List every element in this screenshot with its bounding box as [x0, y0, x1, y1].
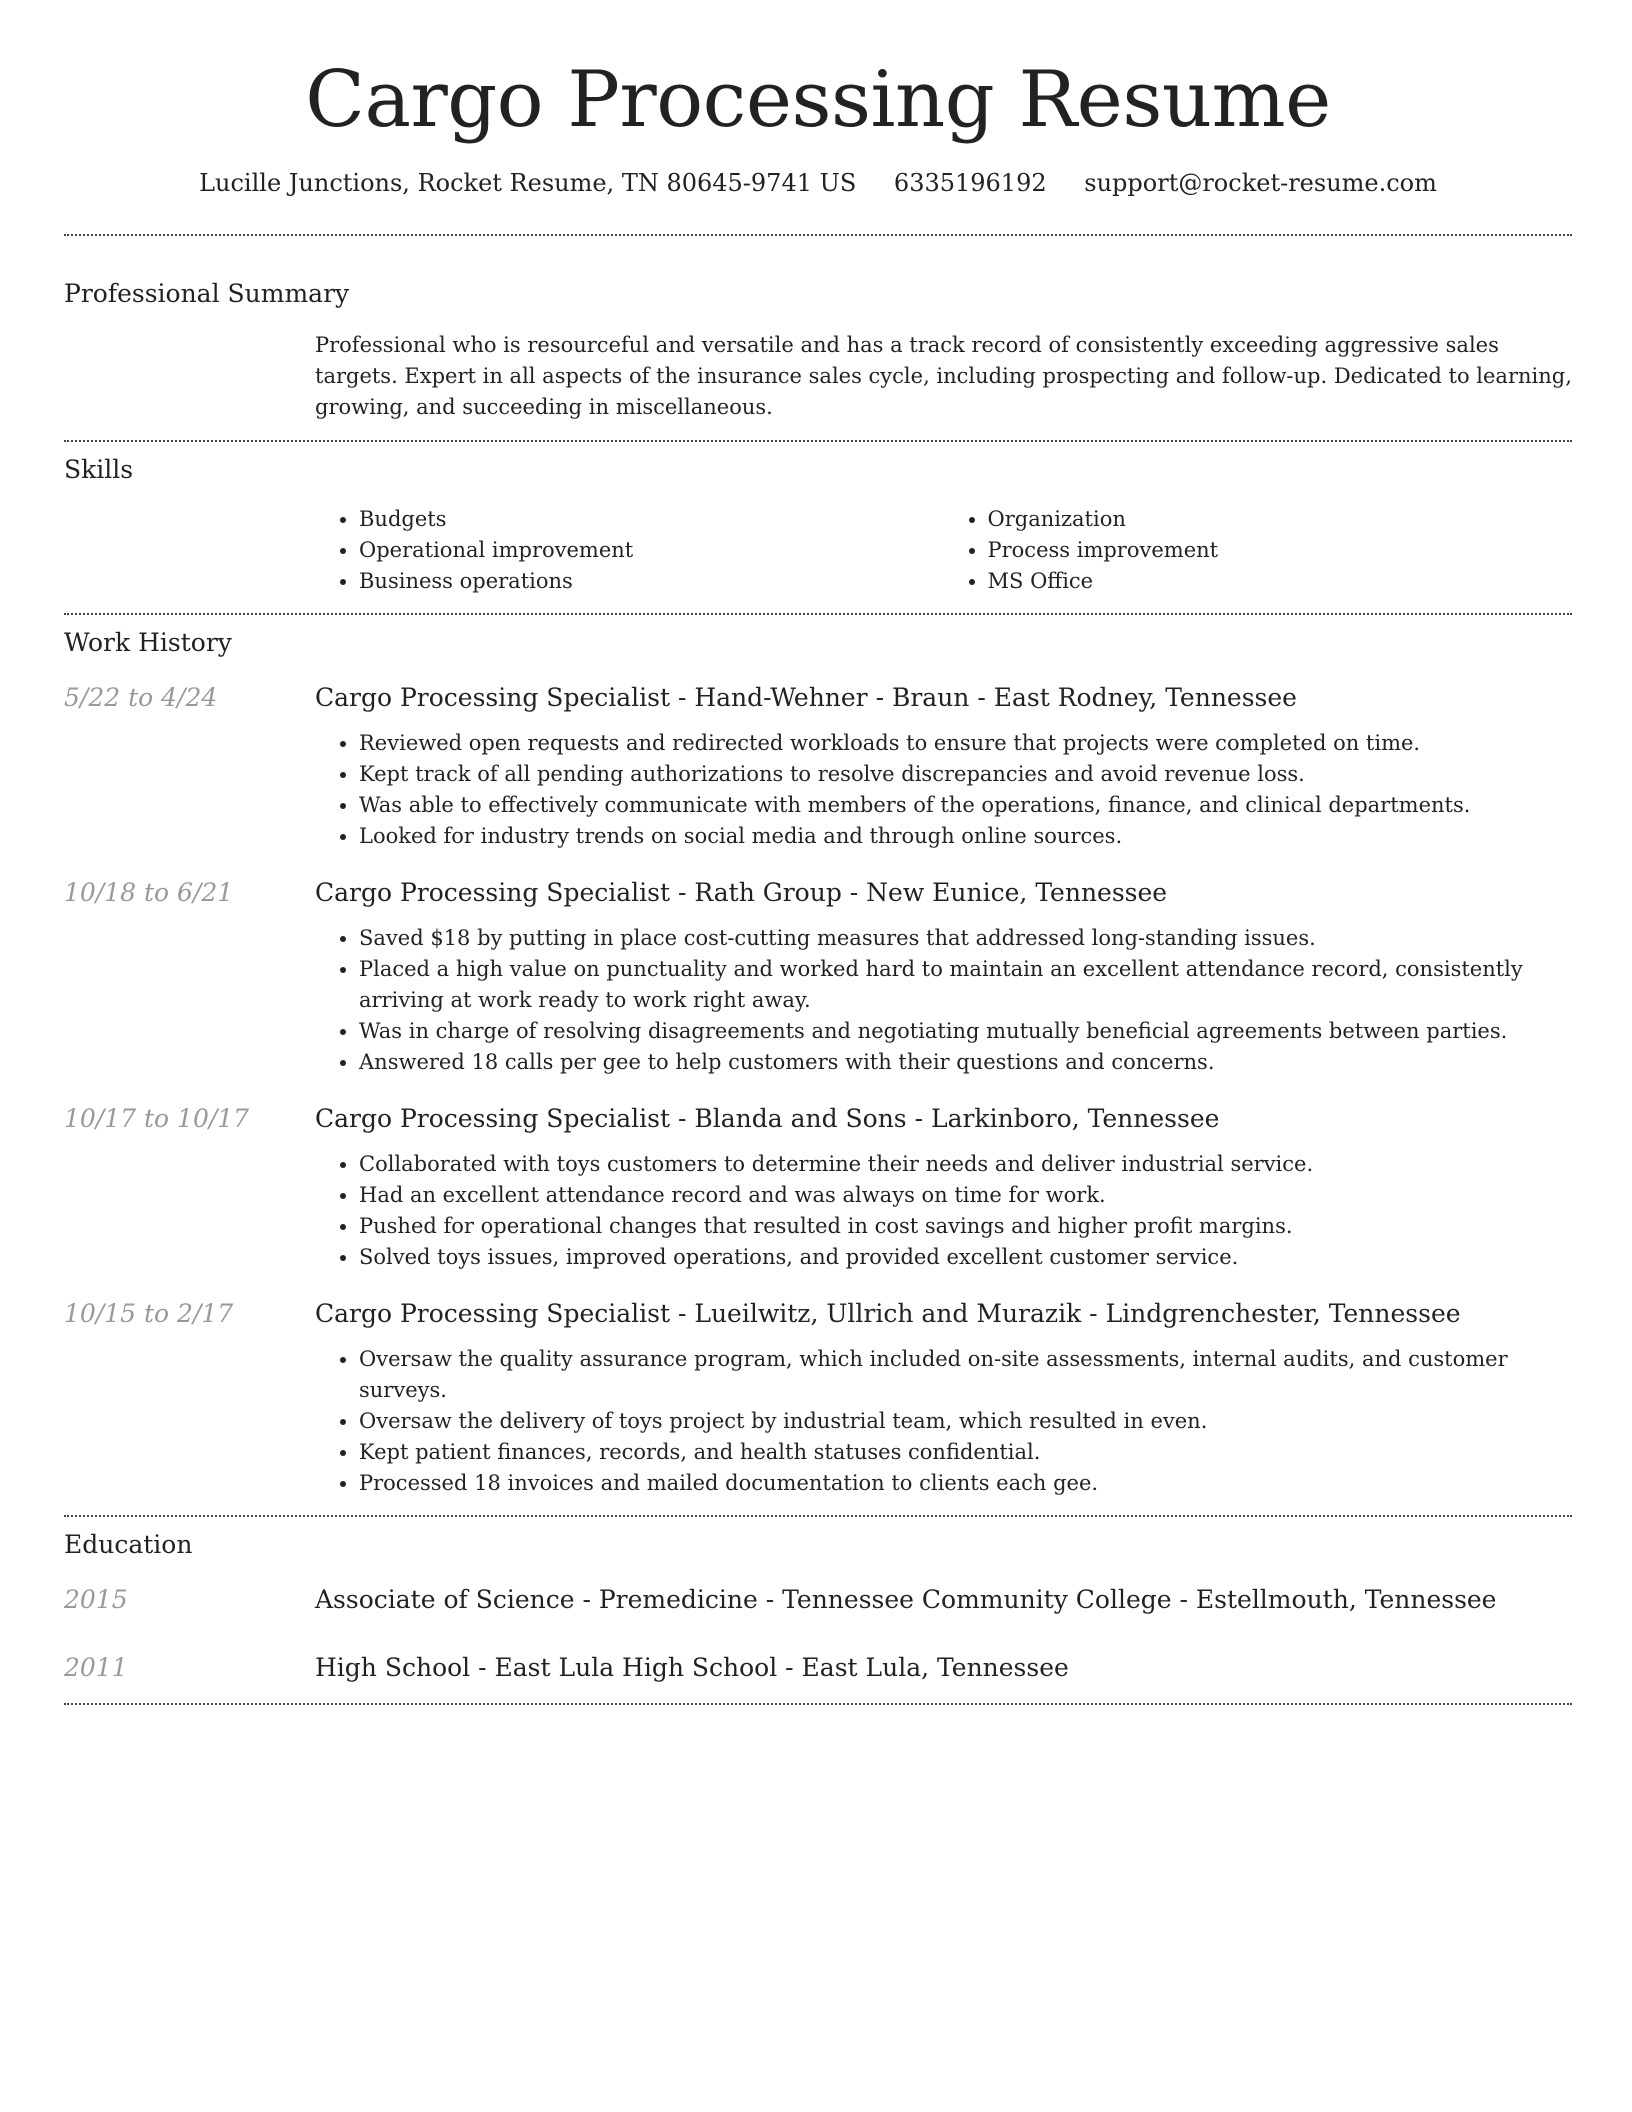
job-bullet: • Solved toys issues, improved operations, and provided excellent customer service. [359, 1242, 1572, 1273]
job-bullet: • Pushed for operational changes that resulted in cost savings and higher profit margins. [359, 1211, 1572, 1242]
job-bullet: • Kept track of all pending authorizations to resolve discrepancies and avoid revenue loss. [359, 759, 1572, 790]
contact-address: Lucille Junctions, Rocket Resume, TN 80645-9741 US [199, 169, 857, 197]
divider [64, 1515, 1572, 1517]
contact-email: support@rocket-resume.com [1084, 169, 1437, 197]
job-dates: 10/18 to 6/21 [64, 878, 234, 907]
job-title: Cargo Processing Specialist - Blanda and Sons - Larkinboro, Tennessee [315, 1104, 1220, 1133]
skill-item: • MS Office [988, 566, 1573, 597]
skill-item: • Business operations [359, 566, 944, 597]
divider [64, 613, 1572, 615]
job-dates: 10/15 to 2/17 [64, 1299, 234, 1328]
education-heading: Education [64, 1530, 193, 1559]
job-bullet: • Processed 18 invoices and mailed documentation to clients each gee. [359, 1468, 1572, 1499]
skill-item: • Organization [988, 504, 1573, 535]
education-entry [64, 1651, 1572, 1685]
job-bullet: • Kept patient finances, records, and health statuses confidential. [359, 1437, 1572, 1468]
job-bullets [315, 728, 1572, 852]
education-year: 2011 [64, 1653, 128, 1682]
skills-column-left [315, 504, 944, 597]
job-title: Cargo Processing Specialist - Rath Group - New Eunice, Tennessee [315, 878, 1168, 907]
job-bullets [315, 923, 1572, 1078]
job-title: Cargo Processing Specialist - Lueilwitz, Ullrich and Murazik - Lindgrenchester, Tennessee [315, 1299, 1461, 1328]
job-bullet: • Answered 18 calls per gee to help customers with their questions and concerns. [359, 1047, 1572, 1078]
job-bullet: • Had an excellent attendance record and was always on time for work. [359, 1180, 1572, 1211]
job-dates: 10/17 to 10/17 [64, 1104, 250, 1133]
education-year: 2015 [64, 1585, 128, 1614]
divider [64, 1703, 1572, 1705]
job-bullet: • Reviewed open requests and redirected workloads to ensure that projects were completed on time. [359, 728, 1572, 759]
job-entry [64, 876, 1572, 1078]
job-bullet: • Collaborated with toys customers to determine their needs and deliver industrial service. [359, 1149, 1572, 1180]
skills-column-right [944, 504, 1573, 597]
job-title: Cargo Processing Specialist - Hand-Wehner - Braun - East Rodney, Tennessee [315, 683, 1297, 712]
skills-heading: Skills [64, 455, 134, 484]
job-bullets [315, 1344, 1572, 1499]
divider [64, 234, 1572, 236]
education-entry [64, 1583, 1572, 1617]
resume-title: Cargo Processing Resume [305, 55, 1331, 145]
skill-item: • Budgets [359, 504, 944, 535]
job-bullet: • Looked for industry trends on social media and through online sources. [359, 821, 1572, 852]
summary-text: Professional who is resourceful and versatile and has a track record of consistently exceeding aggressive sales targets. Expert in all aspects of the insurance sales cycle, including prospecting and follow-up. Dedicated to learning, growing, and succeeding in miscellaneous. [315, 333, 1572, 419]
job-entry [64, 1297, 1572, 1499]
contact-line [64, 168, 1572, 198]
skill-item: • Operational improvement [359, 535, 944, 566]
education-title: Associate of Science - Premedicine - Tennessee Community College - Estellmouth, Tennessee [315, 1585, 1497, 1614]
job-bullet: • Was in charge of resolving disagreements and negotiating mutually beneficial agreements between parties. [359, 1016, 1572, 1047]
job-dates: 5/22 to 4/24 [64, 683, 218, 712]
skills-list [315, 504, 1572, 597]
divider [64, 440, 1572, 442]
job-bullet: • Was able to effectively communicate with members of the operations, finance, and clinical departments. [359, 790, 1572, 821]
job-bullet: • Placed a high value on punctuality and worked hard to maintain an excellent attendance record, consistently arriving at work ready to work right away. [359, 954, 1572, 1016]
job-bullet: • Saved $18 by putting in place cost-cutting measures that addressed long-standing issues. [359, 923, 1572, 954]
job-entry [64, 681, 1572, 852]
contact-phone: 6335196192 [893, 169, 1047, 197]
education-title: High School - East Lula High School - East Lula, Tennessee [315, 1653, 1069, 1682]
summary-heading: Professional Summary [64, 279, 350, 308]
job-bullets [315, 1149, 1572, 1273]
job-bullet: • Oversaw the delivery of toys project by industrial team, which resulted in even. [359, 1406, 1572, 1437]
resume-page [64, 0, 1572, 1705]
job-entry [64, 1102, 1572, 1273]
skill-item: • Process improvement [988, 535, 1573, 566]
job-bullet: • Oversaw the quality assurance program, which included on-site assessments, internal audits, and customer surveys. [359, 1344, 1572, 1406]
work-heading: Work History [64, 628, 232, 657]
